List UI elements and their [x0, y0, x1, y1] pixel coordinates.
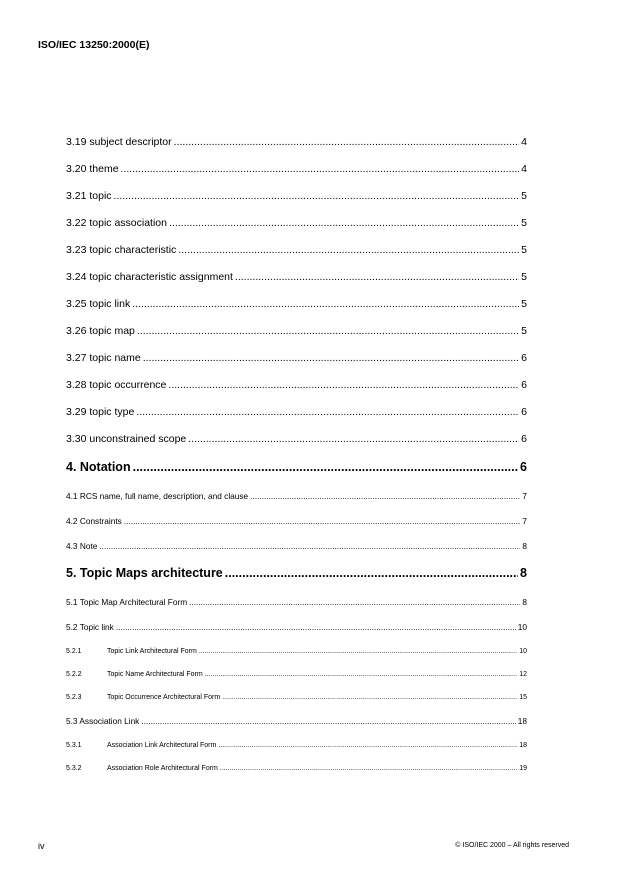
leader-dots	[235, 271, 519, 283]
toc-entry-page: 4	[521, 136, 527, 148]
toc-entry-title: 5.1 Topic Map Architectural Form	[66, 597, 188, 607]
leader-dots	[188, 433, 519, 445]
toc-entry-4-2[interactable]	[66, 516, 527, 526]
toc-entry-5-3-1[interactable]	[66, 742, 527, 749]
toc-entry-title	[66, 648, 197, 655]
toc-entry-3-21[interactable]	[66, 190, 527, 202]
toc-entry-page: 10	[519, 648, 527, 655]
toc-entry-text: Topic Link Architectural Form	[107, 648, 197, 655]
toc-entry-title: 3.26 topic map	[66, 325, 135, 337]
leader-dots	[114, 190, 520, 202]
toc-entry-3-30[interactable]	[66, 433, 527, 445]
leader-dots	[225, 566, 518, 580]
toc-entry-3-27[interactable]	[66, 352, 527, 364]
leader-dots	[169, 217, 519, 229]
toc-entry-title: 4.3 Note	[66, 541, 98, 551]
toc-entry-page: 5	[521, 190, 527, 202]
toc-entry-number: 5.2.3	[66, 694, 82, 701]
leader-dots	[199, 648, 517, 655]
toc-entry-title: 3.27 topic name	[66, 352, 141, 364]
toc-entry-4-3[interactable]	[66, 541, 527, 551]
footer-copyright: © ISO/IEC 2000 – All rights reserved	[455, 842, 569, 849]
toc-entry-title: 3.20 theme	[66, 163, 119, 175]
toc-entry-5-2-3[interactable]	[66, 694, 527, 701]
toc-entry-5-2-1[interactable]	[66, 648, 527, 655]
toc-entry-page: 7	[522, 491, 527, 501]
toc-entry-3-28[interactable]	[66, 379, 527, 391]
toc-entry-5-3-2[interactable]	[66, 765, 527, 772]
document-id-header: ISO/IEC 13250:2000(E)	[38, 39, 150, 51]
toc-entry-title	[66, 742, 216, 749]
toc-entry-title: 5.2 Topic link	[66, 622, 114, 632]
toc-entry-text: Association Role Architectural Form	[107, 765, 218, 772]
toc-entry-title: 4.1 RCS name, full name, description, and clause	[66, 491, 249, 501]
leader-dots	[132, 298, 519, 310]
leader-dots	[220, 765, 517, 772]
leader-dots	[174, 136, 520, 148]
toc-entry-5-3[interactable]	[66, 716, 527, 726]
toc-entry-page: 5	[521, 298, 527, 310]
toc-entry-page: 6	[521, 433, 527, 445]
toc-entry-title	[66, 694, 220, 701]
leader-dots	[218, 742, 517, 749]
toc-entry-number: 5.3.2	[66, 765, 82, 772]
leader-dots	[121, 163, 520, 175]
leader-dots	[136, 406, 519, 418]
toc-entry-page: 5	[521, 325, 527, 337]
toc-entry-number: 5.2.1	[66, 648, 82, 655]
leader-dots	[189, 597, 520, 607]
toc-entry-5-2[interactable]	[66, 622, 527, 632]
leader-dots	[99, 541, 520, 551]
toc-entry-3-29[interactable]	[66, 406, 527, 418]
toc-entry-5-2-2[interactable]	[66, 671, 527, 678]
toc-entry-page: 5	[521, 217, 527, 229]
toc-entry-4-1[interactable]	[66, 491, 527, 501]
toc-entry-page: 6	[521, 379, 527, 391]
toc-entry-4[interactable]	[66, 460, 527, 474]
leader-dots	[178, 244, 519, 256]
toc-entry-page: 18	[517, 716, 527, 726]
toc-entry-title: 3.29 topic type	[66, 406, 135, 418]
toc-entry-title: 3.28 topic occurrence	[66, 379, 167, 391]
toc-entry-5[interactable]	[66, 566, 527, 580]
leader-dots	[143, 352, 519, 364]
toc-entry-3-26[interactable]	[66, 325, 527, 337]
toc-entry-title: 5. Topic Maps architecture	[66, 566, 223, 580]
toc-entry-page: 6	[520, 460, 527, 474]
toc-entry-3-22[interactable]	[66, 217, 527, 229]
toc-entry-page: 18	[519, 742, 527, 749]
toc-entry-page: 6	[521, 352, 527, 364]
toc-entry-page: 8	[522, 597, 527, 607]
toc-entry-page: 4	[521, 163, 527, 175]
toc-entry-title: 5.3 Association Link	[66, 716, 140, 726]
toc-entry-text: Topic Name Architectural Form	[107, 671, 203, 678]
toc-entry-page: 5	[521, 271, 527, 283]
toc-entry-page: 5	[521, 244, 527, 256]
toc-entry-title: 3.21 topic	[66, 190, 112, 202]
leader-dots	[168, 379, 519, 391]
leader-dots	[205, 671, 518, 678]
toc-entry-3-20[interactable]	[66, 163, 527, 175]
toc-entry-title: 3.24 topic characteristic assignment	[66, 271, 233, 283]
toc-entry-title: 3.19 subject descriptor	[66, 136, 172, 148]
toc-entry-3-19[interactable]	[66, 136, 527, 148]
toc-entry-5-1[interactable]	[66, 597, 527, 607]
toc-entry-page: 12	[519, 671, 527, 678]
toc-entry-title	[66, 765, 218, 772]
leader-dots	[137, 325, 519, 337]
leader-dots	[124, 516, 521, 526]
toc-entry-page: 8	[520, 566, 527, 580]
leader-dots	[250, 491, 520, 501]
toc-entry-page: 7	[522, 516, 527, 526]
toc-entry-title: 3.30 unconstrained scope	[66, 433, 187, 445]
leader-dots	[133, 460, 518, 474]
toc-entry-page: 19	[519, 765, 527, 772]
leader-dots	[141, 716, 515, 726]
toc-entry-title: 4.2 Constraints	[66, 516, 122, 526]
toc-entry-title: 3.23 topic characteristic	[66, 244, 177, 256]
toc-entry-text: Association Link Architectural Form	[107, 742, 217, 749]
leader-dots	[222, 694, 517, 701]
toc-entry-page: 6	[521, 406, 527, 418]
toc-entry-page: 10	[517, 622, 527, 632]
toc-entry-title: 3.25 topic link	[66, 298, 131, 310]
toc-entry-3-25[interactable]	[66, 298, 527, 310]
toc-entry-text: Topic Occurrence Architectural Form	[107, 694, 221, 701]
leader-dots	[116, 622, 516, 632]
toc-entry-3-23[interactable]	[66, 244, 527, 256]
toc-entry-title: 3.22 topic association	[66, 217, 167, 229]
toc-entry-page: 15	[519, 694, 527, 701]
toc-entry-title: 4. Notation	[66, 460, 131, 474]
toc-entry-page: 8	[522, 541, 527, 551]
toc-entry-number: 5.3.1	[66, 742, 82, 749]
footer-page-number: iv	[38, 841, 45, 851]
toc-entry-number: 5.2.2	[66, 671, 82, 678]
toc-entry-3-24[interactable]	[66, 271, 527, 283]
toc-entry-title	[66, 671, 203, 678]
